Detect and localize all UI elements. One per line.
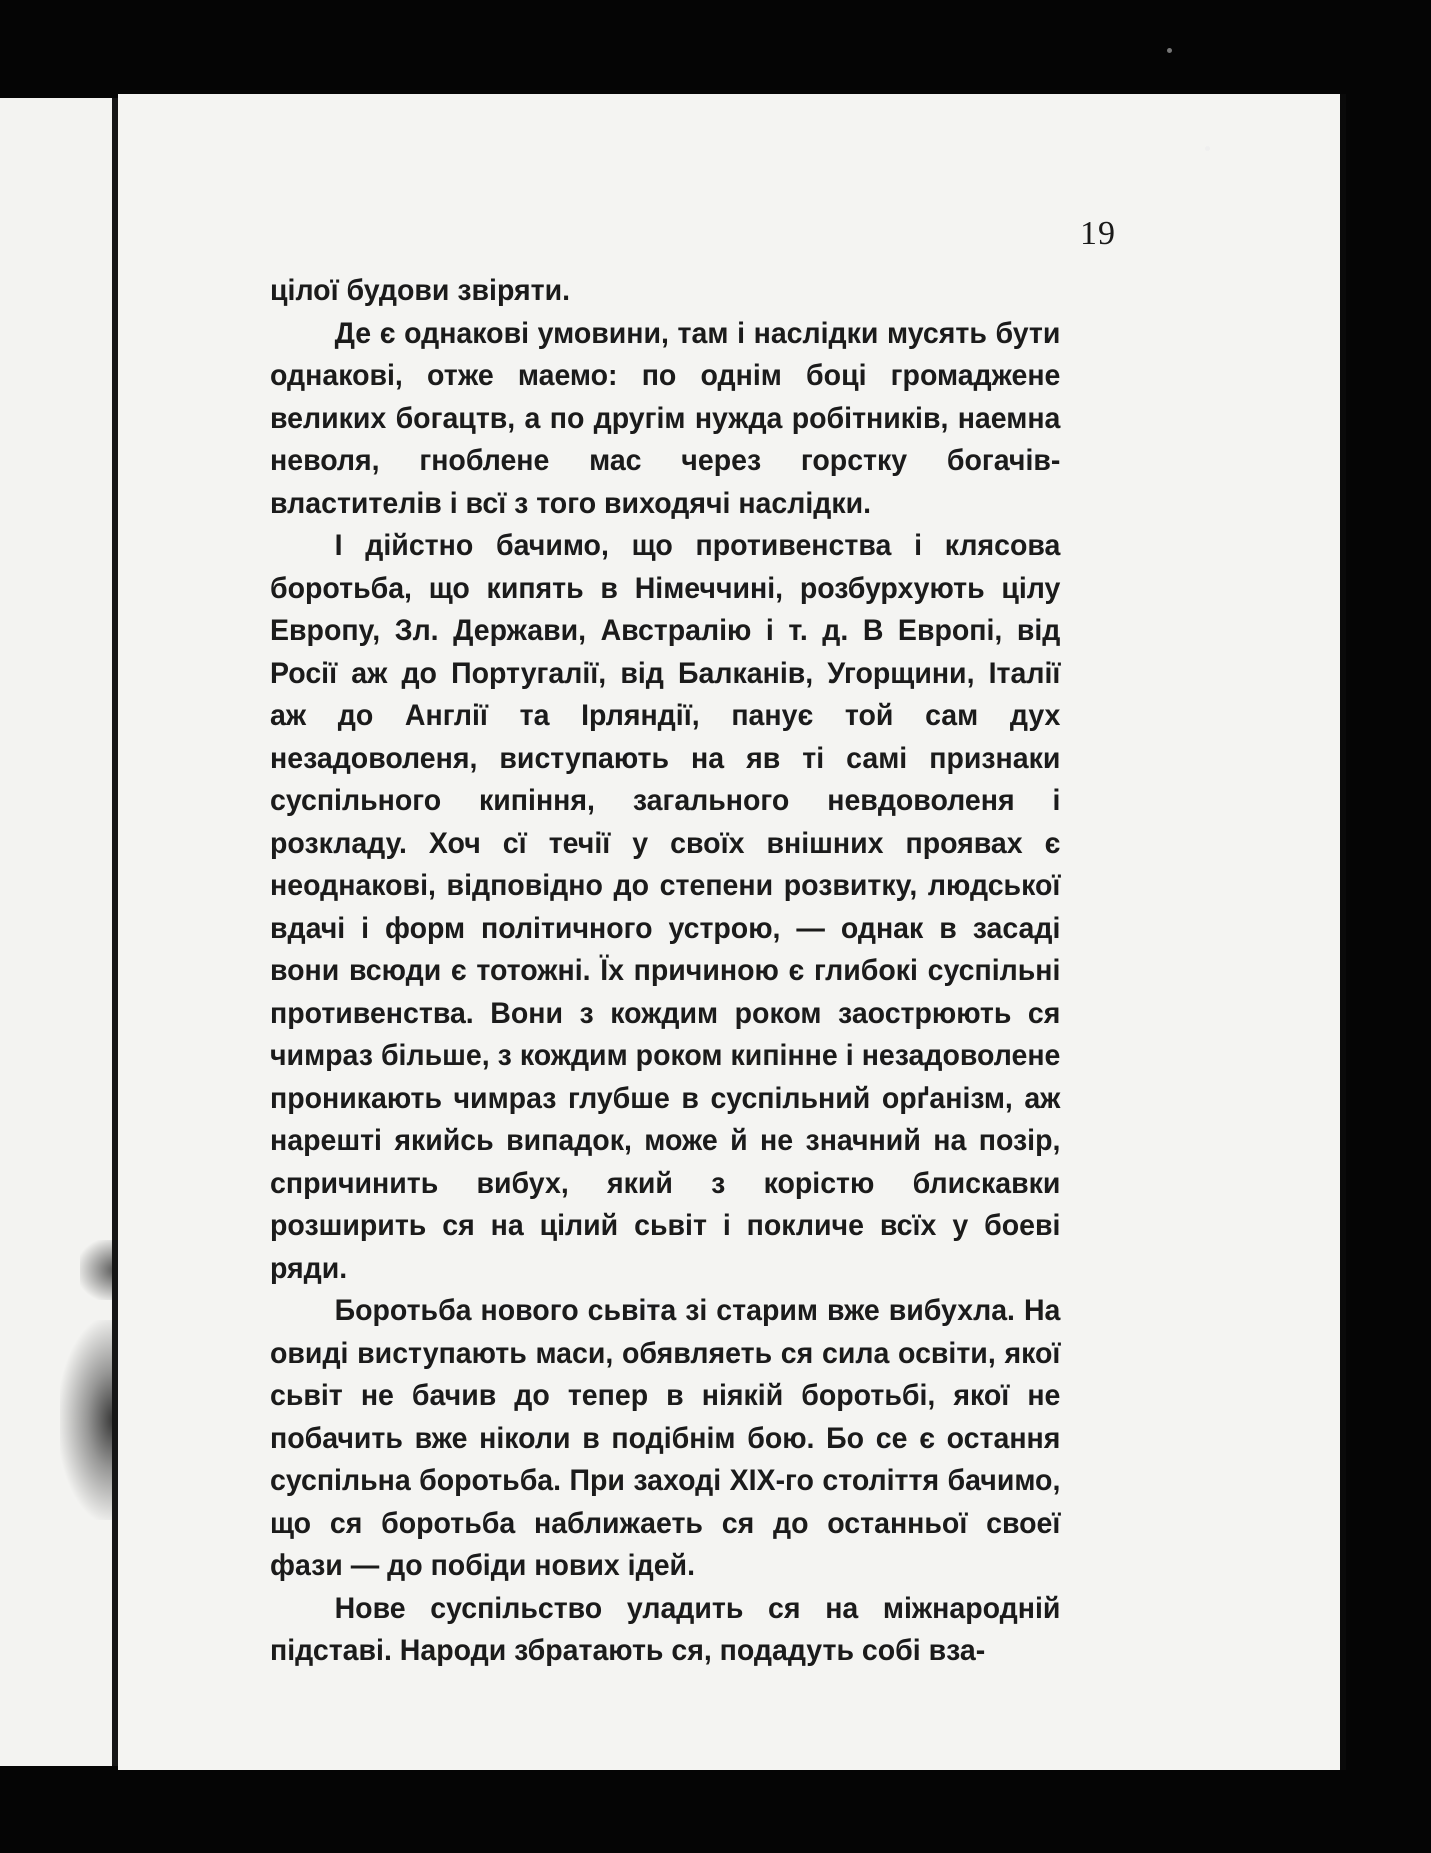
gutter-stain [60, 1320, 120, 1520]
paragraph: цілої будови звіряти. [270, 274, 571, 307]
page-edge [1340, 94, 1346, 1770]
body-text [270, 270, 1060, 1673]
paragraph: Де є однакові умовини, там і наслідки мусять бути однакові, отже маемо: по однім боці громаджене великих богацтв, а по другім нужда робітників, наемна неволя, гноблене мас через горстку богачів-властителів і всї з того виходячі наслідки. [270, 316, 1061, 520]
page-number: 19 [1080, 215, 1116, 252]
dust-speck [1167, 48, 1172, 53]
paragraph: Боротьба нового сьвіта зі старим вже вибухла. На овиді виступають маси, обявляеть ся сила освіти, якої сьвіт не бачив до тепер в ніякій боротьбі, якої не побачить вже ніколи в подібнім бою. Бо се є остання суспільна боротьба. При заході XIX-го століття бачимо, що ся боротьба наближаеть ся до останньої своеї фази — до побіди нових ідей. [270, 1294, 1061, 1582]
paragraph: І дійстно бачимо, що противенства і клясова боротьба, що кипять в Німеччині, розбурхують цілу Европу, Зл. Держави, Австралію і т. д. В Европі, від Росії аж до Португалії, від Балканів, Угорщини, Італії аж до Англії та Ірляндії, панує той сам дух незадоволеня, виступають на яв ті самі признаки суспільного кипіння, загального невдоволеня і розкладу. Хоч сї течії у своїх внішних проявах є неоднакові, відповідно до степени розвитку, людської вдачі і форм політичного устрою, — однак в засаді вони всюди є тотожні. Їх причиною є глибокі суспільні противенства. Вони з кождим роком заострюють ся чимраз більше, з кождим роком кипінне і незадоволене проникають чимраз глубше в суспільний орґанізм, аж нарешті якийсь випадок, може й не значний на позір, спричинить вибух, який з корістю блискавки розширить ся на цілий сьвіт і покличе всїх у боеві ряди. [270, 529, 1061, 1285]
dust-speck [1205, 146, 1210, 151]
paragraph: Нове суспільство уладить ся на міжнародній підставі. Народи збратають ся, подадуть собі вза- [270, 1591, 1061, 1667]
